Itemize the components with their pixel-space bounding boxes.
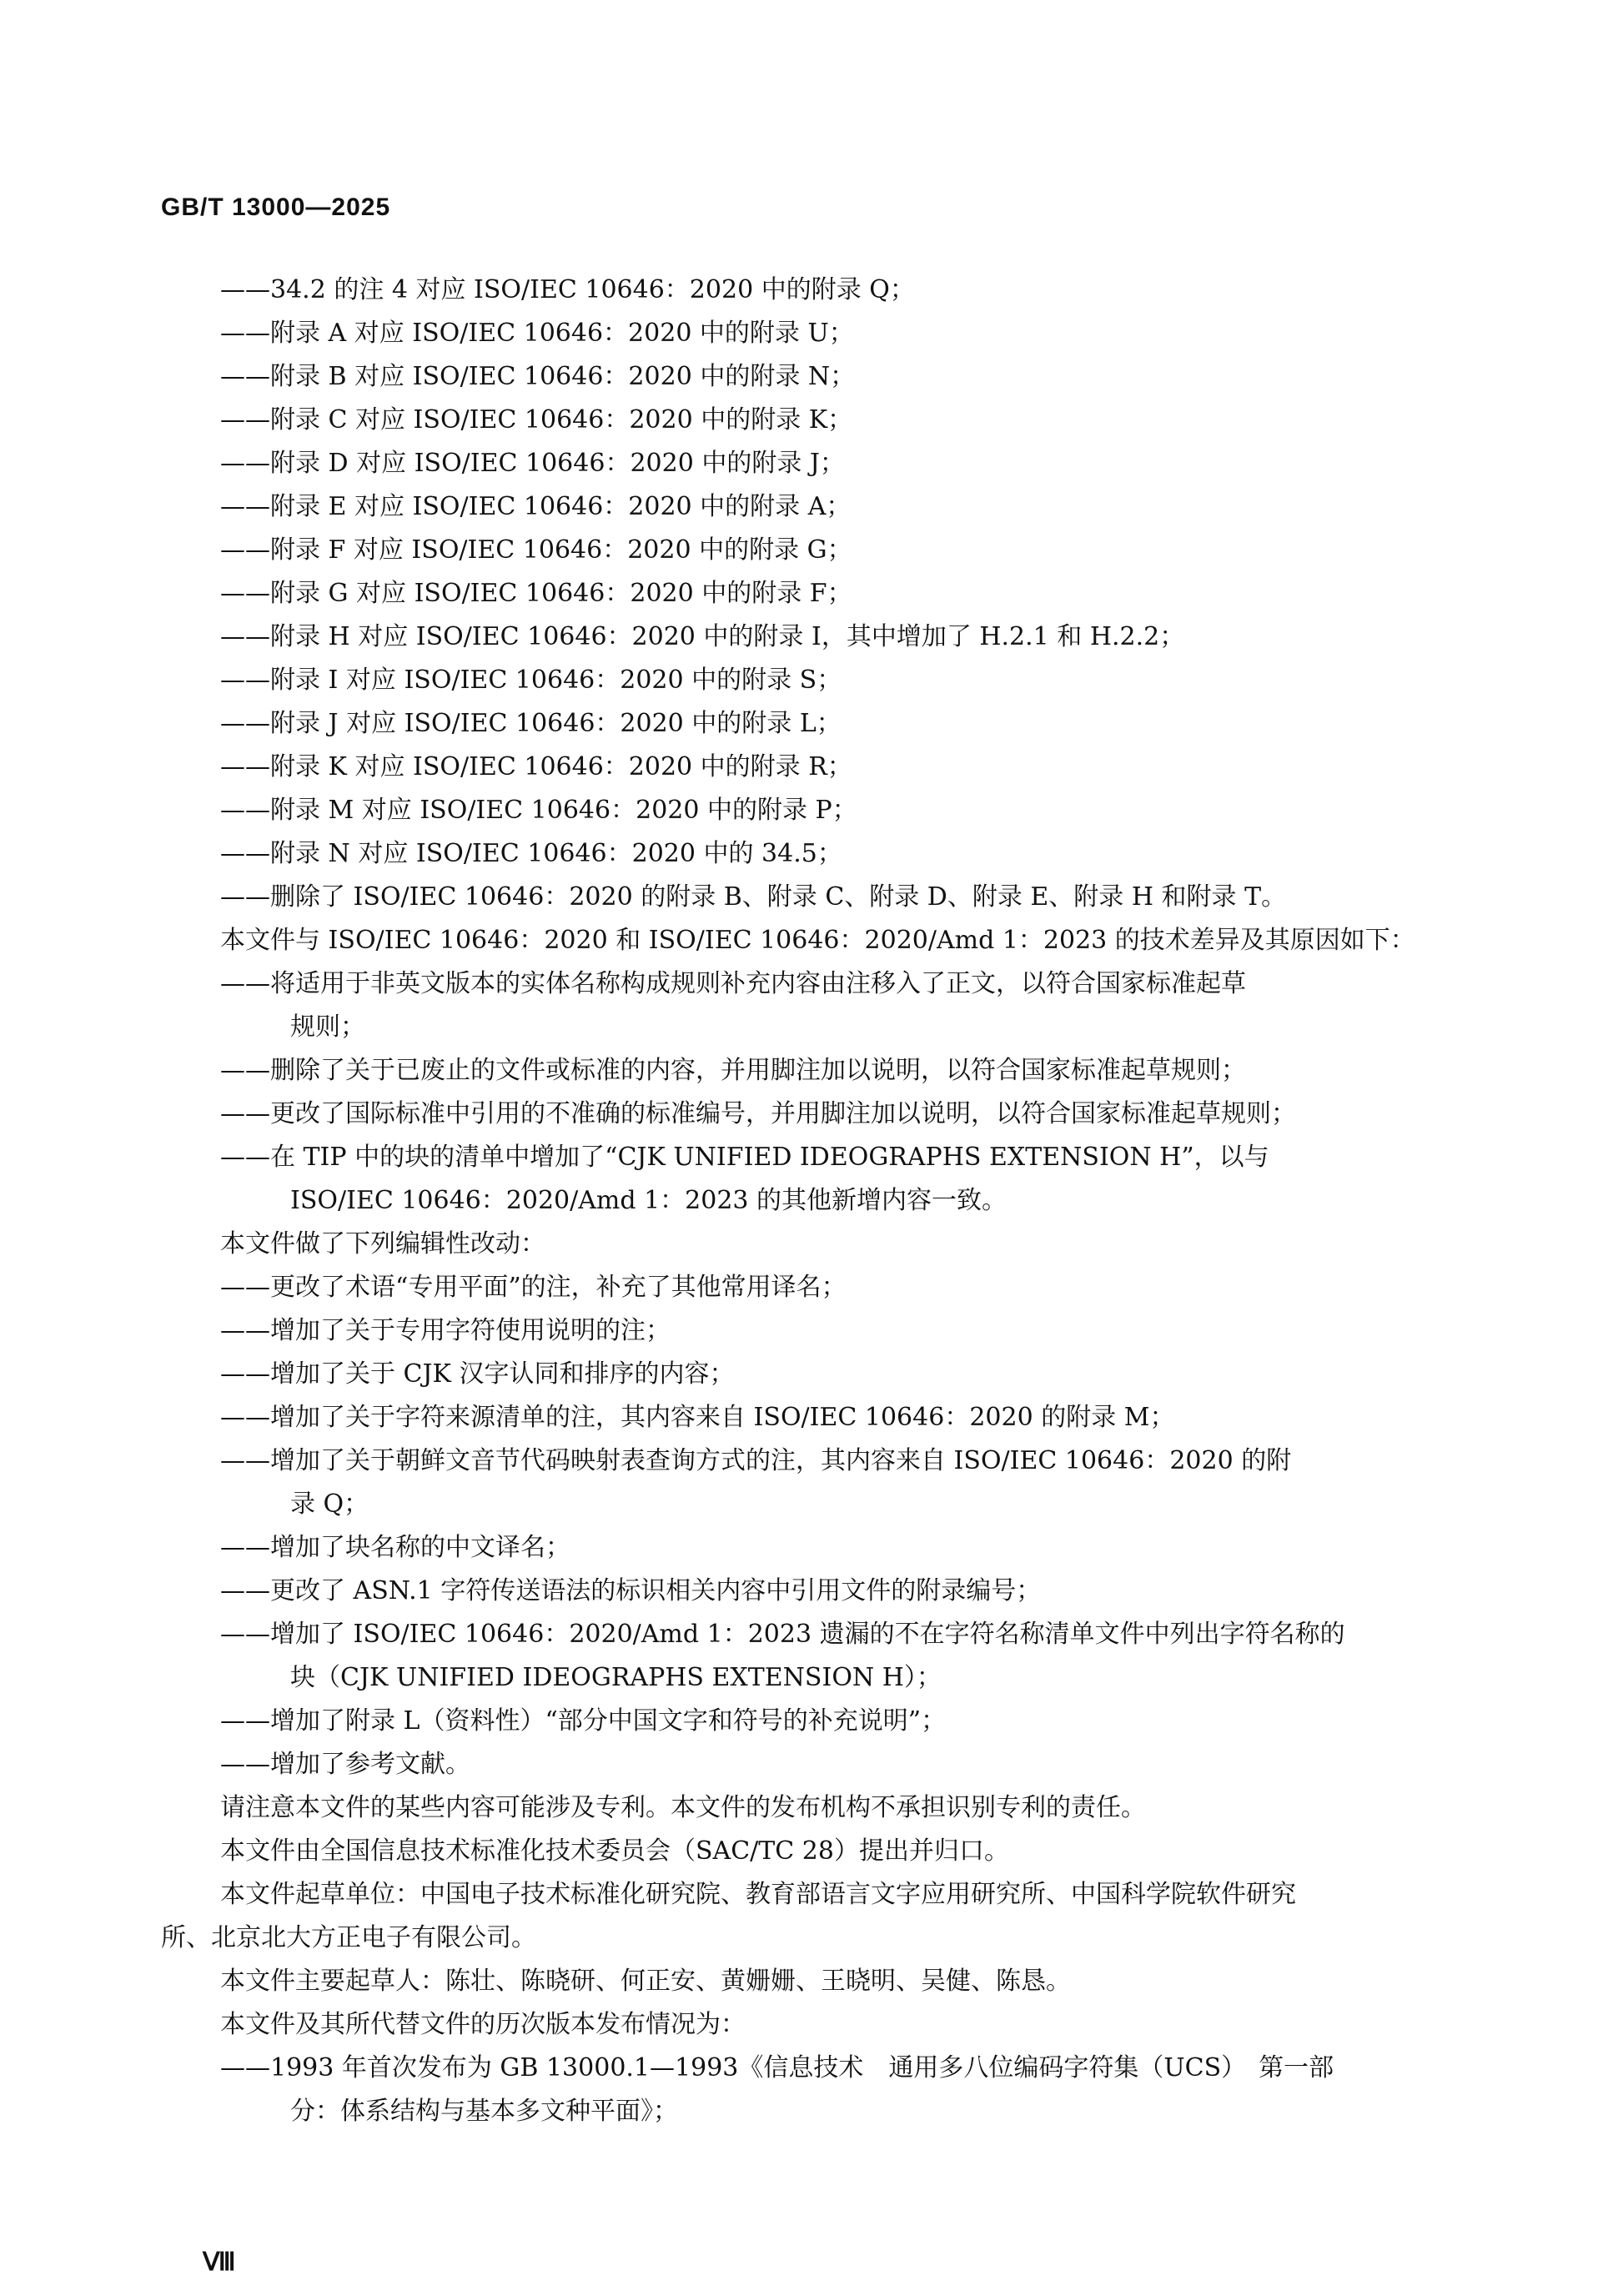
text-line: ——附录 C 对应 ISO/IEC 10646：2020 中的附录 K； xyxy=(220,405,853,435)
text-line: 本文件由全国信息技术标准化技术委员会（SAC/TC 28）提出并归口。 xyxy=(220,1836,1009,1866)
text-line: ——删除了关于已废止的文件或标准的内容，并用脚注加以说明，以符合国家标准起草规则； xyxy=(220,1056,1246,1085)
text-line: ——附录 E 对应 ISO/IEC 10646：2020 中的附录 A； xyxy=(220,492,852,521)
text-line: ——增加了关于朝鲜文音节代码映射表查询方式的注，其内容来自 ISO/IEC 10646：2020 的附 xyxy=(220,1446,1292,1475)
text-line: 本文件及其所代替文件的历次版本发布情况为： xyxy=(220,2010,746,2039)
text-line: ——附录 N 对应 ISO/IEC 10646：2020 中的 34.5； xyxy=(220,839,842,868)
text-line: ——附录 F 对应 ISO/IEC 10646：2020 中的附录 G； xyxy=(220,535,852,565)
text-line: ——附录 K 对应 ISO/IEC 10646：2020 中的附录 R； xyxy=(220,752,852,781)
text-line: ——1993 年首次发布为 GB 13000.1—1993《信息技术 通用多八位编码字符集（UCS） 第一部 xyxy=(220,2053,1334,2082)
text-line: ——增加了参考文献。 xyxy=(220,1750,470,1779)
text-line: 请注意本文件的某些内容可能涉及专利。本文件的发布机构不承担识别专利的责任。 xyxy=(220,1793,1146,1822)
text-line: ——34.2 的注 4 对应 ISO/IEC 10646：2020 中的附录 Q； xyxy=(220,275,915,304)
text-line: ——附录 A 对应 ISO/IEC 10646：2020 中的附录 U； xyxy=(220,319,854,348)
text-line: ——增加了关于字符来源清单的注，其内容来自 ISO/IEC 10646：2020 的附录 M； xyxy=(220,1403,1175,1432)
text-line: ——增加了 ISO/IEC 10646：2020/Amd 1：2023 遗漏的不在字符名称清单文件中列出字符名称的 xyxy=(220,1620,1345,1649)
text-line: ——附录 H 对应 ISO/IEC 10646：2020 中的附录 I，其中增加了 H.2.1 和 H.2.2； xyxy=(220,622,1185,651)
text-line: 录 Q； xyxy=(290,1490,369,1519)
text-line: ——在 TIP 中的块的清单中增加了“CJK UNIFIED IDEOGRAPHS EXTENSION H”，以与 xyxy=(220,1143,1269,1172)
text-line: 本文件起草单位：中国电子技术标准化研究院、教育部语言文字应用研究所、中国科学院软件研究 xyxy=(220,1880,1296,1909)
text-line: ——更改了 ASN.1 字符传送语法的标识相关内容中引用文件的附录编号； xyxy=(220,1576,1042,1605)
text-line: ——增加了附录 L（资料性）“部分中国文字和符号的补充说明”； xyxy=(220,1706,947,1736)
text-line: ——删除了 ISO/IEC 10646：2020 的附录 B、附录 C、附录 D、附录 E、附录 H 和附录 T。 xyxy=(220,882,1287,912)
text-line: 块（CJK UNIFIED IDEOGRAPHS EXTENSION H）； xyxy=(290,1663,942,1692)
text-line: ——更改了国际标准中引用的不准确的标准编号，并用脚注加以说明，以符合国家标准起草规则； xyxy=(220,1099,1296,1128)
text-line: ISO/IEC 10646：2020/Amd 1：2023 的其他新增内容一致。 xyxy=(290,1186,1007,1215)
text-line: ——附录 J 对应 ISO/IEC 10646：2020 中的附录 L； xyxy=(220,709,842,738)
text-line: 所、北京北大方正电子有限公司。 xyxy=(161,1923,536,1952)
text-line: ——附录 I 对应 ISO/IEC 10646：2020 中的附录 S； xyxy=(220,666,842,695)
text-line: ——增加了块名称的中文译名； xyxy=(220,1533,570,1562)
text-line: ——附录 B 对应 ISO/IEC 10646：2020 中的附录 N； xyxy=(220,362,856,391)
document-code-header: GB/T 13000—2025 xyxy=(161,193,391,221)
text-line: ——附录 M 对应 ISO/IEC 10646：2020 中的附录 P； xyxy=(220,796,857,825)
text-line: ——更改了术语“专用平面”的注，补充了其他常用译名； xyxy=(220,1273,847,1302)
text-line: ——增加了关于专用字符使用说明的注； xyxy=(220,1316,671,1345)
text-line: 本文件与 ISO/IEC 10646：2020 和 ISO/IEC 10646：2020/Amd 1：2023 的技术差异及其原因如下： xyxy=(220,926,1415,955)
text-line: ——将适用于非英文版本的实体名称构成规则补充内容由注移入了正文，以符合国家标准起草 xyxy=(220,969,1246,998)
text-line: 本文件主要起草人：陈壮、陈晓研、何正安、黄姗姗、王晓明、吴健、陈恳。 xyxy=(220,1967,1071,1996)
text-line: 规则； xyxy=(290,1012,365,1042)
text-line: ——附录 G 对应 ISO/IEC 10646：2020 中的附录 F； xyxy=(220,579,852,608)
text-line: 分：体系结构与基本多文种平面》； xyxy=(290,2097,678,2126)
text-line: 本文件做了下列编辑性改动： xyxy=(220,1229,545,1259)
page-number: Ⅷ xyxy=(203,2248,236,2276)
text-line: ——附录 D 对应 ISO/IEC 10646：2020 中的附录 J； xyxy=(220,449,845,478)
text-line: ——增加了关于 CJK 汉字认同和排序的内容； xyxy=(220,1359,735,1389)
